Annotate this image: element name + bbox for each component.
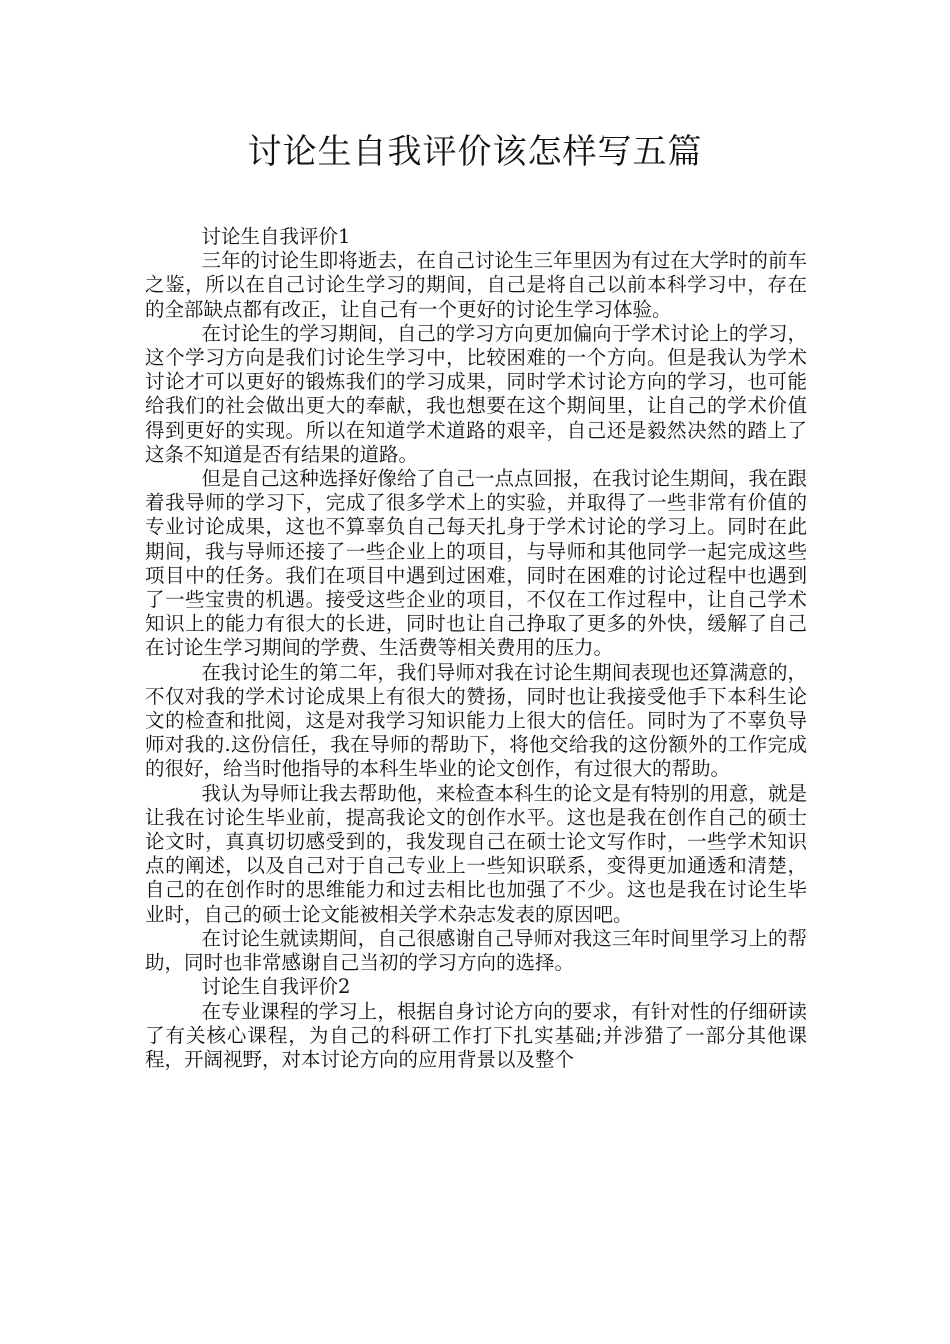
- body-paragraph: 在专业课程的学习上，根据自身讨论方向的要求，有针对性的仔细研读了有关核心课程，为自己的科研工作打下扎实基础;并涉猎了一部分其他课程，开阔视野，对本讨论方向的应用背景以及整个: [145, 999, 807, 1071]
- document-body: [145, 225, 807, 1072]
- body-paragraph: 但是自己这种选择好像给了自己一点点回报，在我讨论生期间，我在跟着我导师的学习下，完成了很多学术上的实验，并取得了一些非常有价值的专业讨论成果，这也不算辜负自己每天扎身于学术讨论的学习上。同时在此期间，我与导师还接了一些企业上的项目，与导师和其他同学一起完成这些项目中的任务。我们在项目中遇到过困难，同时在困难的讨论过程中也遇到了一些宝贵的机遇。接受这些企业的项目，不仅在工作过程中，让自己学术知识上的能力有很大的长进，同时也让自己挣取了更多的外快，缓解了自己在讨论生学习期间的学费、生活费等相关费用的压力。: [145, 467, 807, 660]
- document-title: 讨论生自我评价该怎样写五篇: [247, 132, 703, 172]
- body-paragraph: 在我讨论生的第二年，我们导师对我在讨论生期间表现也还算满意的，不仅对我的学术讨论成果上有很大的赞扬，同时也让我接受他手下本科生论文的检查和批阅，这是对我学习知识能力上很大的信任。同时为了不辜负导师对我的.这份信任，我在导师的帮助下，将他交给我的这份额外的工作完成的很好，给当时他指导的本科生毕业的论文创作，有过很大的帮助。: [145, 660, 807, 781]
- body-paragraph: 在讨论生就读期间，自己很感谢自己导师对我这三年时间里学习上的帮助，同时也非常感谢自己当初的学习方向的选择。: [145, 926, 807, 975]
- section-heading: 讨论生自我评价2: [201, 975, 351, 999]
- body-paragraph: 我认为导师让我去帮助他，来检查本科生的论文是有特别的用意，就是让我在讨论生毕业前，提高我论文的创作水平。这也是我在创作自己的硕士论文时，真真切切感受到的，我发现自己在硕士论文写作时，一些学术知识点的阐述，以及自己对于自己专业上一些知识联系，变得更加通透和清楚，自己的在创作时的思维能力和过去相比也加强了不少。这也是我在讨论生毕业时，自己的硕士论文能被相关学术杂志发表的原因吧。: [145, 781, 807, 926]
- section-heading: 讨论生自我评价1: [201, 225, 351, 248]
- body-paragraph: 在讨论生的学习期间，自己的学习方向更加偏向于学术讨论上的学习，这个学习方向是我们讨论生学习中，比较困难的一个方向。但是我认为学术讨论才可以更好的锻炼我们的学习成果，同时学术讨论方向的学习，也可能给我们的社会做出更大的奉献，我也想要在这个期间里，让自己的学术价值得到更好的实现。所以在知道学术道路的艰辛，自己还是毅然决然的踏上了这条不知道是否有结果的道路。: [145, 321, 807, 466]
- body-paragraph: 三年的讨论生即将逝去，在自己讨论生三年里因为有过在大学时的前车之鉴，所以在自己讨论生学习的期间，自己是将自己以前本科学习中，存在的全部缺点都有改正，让自己有一个更好的讨论生学习体验。: [145, 249, 807, 321]
